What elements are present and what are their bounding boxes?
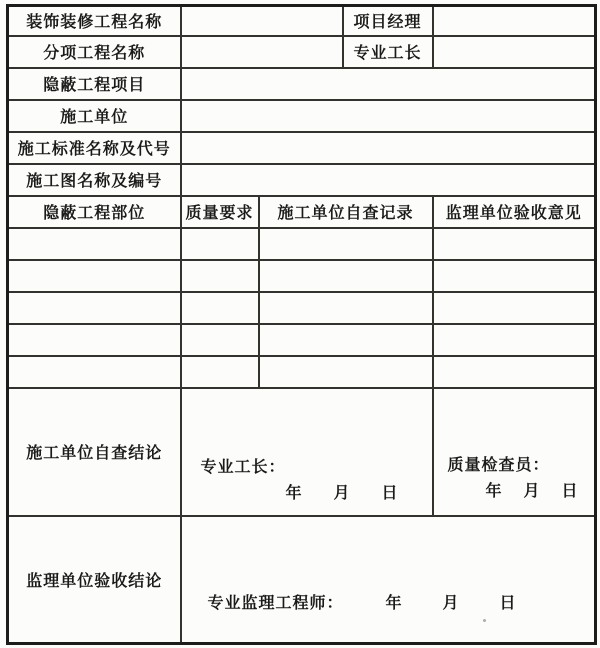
- check-table-empty-row: [8, 260, 596, 292]
- label-decoration-project-name: 装饰装修工程名称: [8, 6, 181, 36]
- foreman-signature-label: 专业工长：: [200, 458, 286, 476]
- cell-self-check-record: [259, 356, 433, 388]
- header-concealed-work-location: 隐蔽工程部位: [8, 196, 181, 228]
- row-drawing-name-number: [8, 164, 596, 196]
- label-drawing-name-number: 施工图名称及编号: [8, 164, 181, 196]
- field-drawing-name-number: [181, 164, 596, 196]
- label-supervision-conclusion: 监理单位验收结论: [8, 516, 181, 644]
- label-project-manager: 项目经理: [343, 6, 433, 36]
- cell-quality-requirement: [181, 324, 259, 356]
- cell-acceptance-opinion: [433, 228, 596, 260]
- quality-inspector-label: 质量检查员：: [447, 456, 550, 474]
- row-construction-unit: [8, 100, 596, 132]
- label-self-check-conclusion: 施工单位自查结论: [8, 388, 181, 516]
- cell-self-check-record: [259, 228, 433, 260]
- field-construction-unit: [181, 100, 596, 132]
- label-subproject-name: 分项工程名称: [8, 36, 181, 68]
- field-concealed-work-item: [181, 68, 596, 100]
- supervision-engineer-label: 专业监理工程师：: [207, 594, 344, 612]
- foreman-date-line: 年 月 日: [285, 484, 399, 502]
- field-foreman: [433, 36, 596, 68]
- cell-acceptance-opinion: [433, 260, 596, 292]
- supervision-engineer-date-line: 年 月 日: [385, 594, 517, 612]
- scan-speck: [483, 619, 486, 622]
- row-project-name: [8, 6, 596, 36]
- cell-quality-requirement: [181, 260, 259, 292]
- label-concealed-work-item: 隐蔽工程项目: [8, 68, 181, 100]
- cell-location: [8, 228, 181, 260]
- cell-acceptance-opinion: [433, 292, 596, 324]
- cell-location: [8, 292, 181, 324]
- cell-acceptance-opinion: [433, 324, 596, 356]
- field-standard-name-code: [181, 132, 596, 164]
- row-standard-name-code: [8, 132, 596, 164]
- label-construction-unit: 施工单位: [8, 100, 181, 132]
- check-table-empty-row: [8, 292, 596, 324]
- cell-location: [8, 324, 181, 356]
- quality-inspector-signature-cell: [433, 388, 596, 516]
- check-table-empty-row: [8, 324, 596, 356]
- cell-self-check-record: [259, 260, 433, 292]
- concealed-work-inspection-form: [6, 4, 597, 645]
- cell-acceptance-opinion: [433, 356, 596, 388]
- row-concealed-item: [8, 68, 596, 100]
- header-supervisor-acceptance-opinion: 监理单位验收意见: [433, 196, 596, 228]
- cell-location: [8, 260, 181, 292]
- supervision-engineer-signature-cell: [181, 516, 596, 644]
- header-quality-requirement: 质量要求: [181, 196, 259, 228]
- label-foreman: 专业工长: [343, 36, 433, 68]
- cell-self-check-record: [259, 292, 433, 324]
- quality-inspector-date-line: 年 月 日: [485, 482, 579, 500]
- field-project-manager: [433, 6, 596, 36]
- self-check-foreman-signature-cell: [181, 388, 433, 516]
- cell-quality-requirement: [181, 356, 259, 388]
- check-table-empty-row: [8, 356, 596, 388]
- check-table-empty-row: [8, 228, 596, 260]
- cell-self-check-record: [259, 324, 433, 356]
- header-contractor-self-check-record: 施工单位自查记录: [259, 196, 433, 228]
- cell-quality-requirement: [181, 292, 259, 324]
- row-self-check-conclusion: [8, 388, 596, 516]
- field-decoration-project-name: [181, 6, 343, 36]
- cell-location: [8, 356, 181, 388]
- field-subproject-name: [181, 36, 343, 68]
- check-table-header-row: [8, 196, 596, 228]
- label-standard-name-code: 施工标准名称及代号: [8, 132, 181, 164]
- row-supervision-conclusion: [8, 516, 596, 644]
- cell-quality-requirement: [181, 228, 259, 260]
- row-subproject-name: [8, 36, 596, 68]
